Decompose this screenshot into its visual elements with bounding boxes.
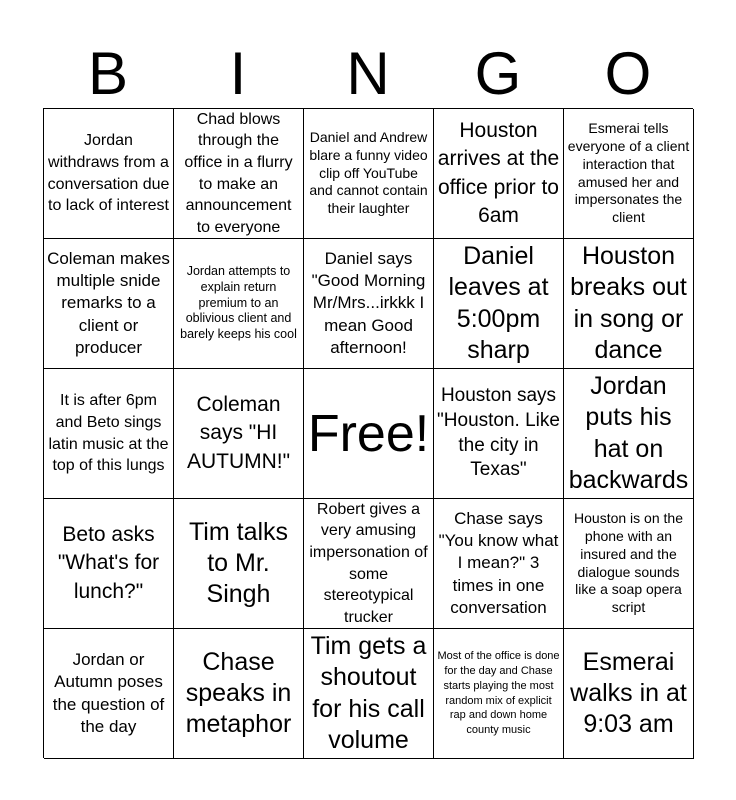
cell-text: Chase speaks in metaphor [185,647,292,739]
cell-text: Houston says "Houston. Like the city in Texas" [437,385,560,481]
cell-text: Houston breaks out in song or dance [570,242,687,364]
free-space[interactable] [304,369,434,499]
bingo-cell[interactable] [44,109,174,239]
cell-text: Daniel leaves at 5:00pm sharp [448,242,549,364]
bingo-cell[interactable] [564,239,694,369]
cell-text: Daniel and Andrew blare a funny video clip off YouTube and cannot contain their laughter [309,128,428,217]
bingo-cell[interactable] [174,629,304,759]
bingo-board [43,108,693,758]
bingo-cell[interactable] [564,499,694,629]
bingo-header [43,40,693,108]
cell-text: Tim talks to Mr. Singh [188,517,289,609]
bingo-cell[interactable] [564,629,694,759]
free-text: Free! [307,404,430,463]
cell-text: Chase says "You know what I mean?" 3 times in one conversation [438,509,559,617]
cell-text: Coleman says "HI AUTUMN!" [186,392,291,473]
header-letter-i: I [229,40,247,107]
cell-text: Chad blows through the office in a flurry to make an announcement to everyone [184,110,293,236]
cell-text: Robert gives a very amusing impersonation of some stereotypical trucker [309,500,428,626]
bingo-cell[interactable] [434,499,564,629]
bingo-cell[interactable] [44,369,174,499]
header-letter-o: O [604,40,652,107]
bingo-cell[interactable] [434,369,564,499]
cell-text: Esmerai tells everyone of a client interaction that amused her and impersonates the client [567,119,690,226]
cell-text: Jordan puts his hat on backwards [568,372,689,494]
cell-text: Coleman makes multiple snide remarks to a client or producer [47,249,170,357]
bingo-cell[interactable] [304,629,434,759]
bingo-cell[interactable] [434,239,564,369]
bingo-cell[interactable] [44,629,174,759]
bingo-cell[interactable] [434,629,564,759]
bingo-cell[interactable] [564,109,694,239]
bingo-cell[interactable] [304,239,434,369]
cell-text: Houston is on the phone with an insured and the dialogue sounds like a soap opera script [574,509,683,616]
header-letter-b: B [87,40,129,107]
bingo-cell[interactable] [174,109,304,239]
cell-text: Houston arrives at the office prior to 6am [437,118,560,227]
cell-text: Beto asks "What's for lunch?" [57,522,160,603]
bingo-cell[interactable] [304,109,434,239]
header-letter-g: G [474,40,522,107]
cell-text: Jordan attempts to explain return premium to an oblivious client and barely keeps his cool [180,264,297,341]
bingo-cell[interactable] [564,369,694,499]
bingo-cell[interactable] [44,239,174,369]
cell-text: Jordan or Autumn poses the question of the day [52,650,165,736]
cell-text: It is after 6pm and Beto sings latin music at the top of this lungs [48,392,169,475]
bingo-cell[interactable] [174,499,304,629]
bingo-cell[interactable] [44,499,174,629]
bingo-cell[interactable] [304,499,434,629]
cell-text: Esmerai walks in at 9:03 am [570,647,687,739]
cell-text: Jordan withdraws from a conversation due to lack of interest [47,132,170,215]
header-letter-n: N [346,40,390,107]
bingo-cell[interactable] [174,369,304,499]
cell-text: Tim gets a shoutout for his call volume [310,632,427,754]
cell-text: Daniel says "Good Morning Mr/Mrs...irkkk I mean Good afternoon! [311,249,426,357]
bingo-cell[interactable] [174,239,304,369]
bingo-cell[interactable] [434,109,564,239]
cell-text: Most of the office is done for the day and Chase starts playing the most random mix of explicit rap and down home county music [437,649,560,737]
